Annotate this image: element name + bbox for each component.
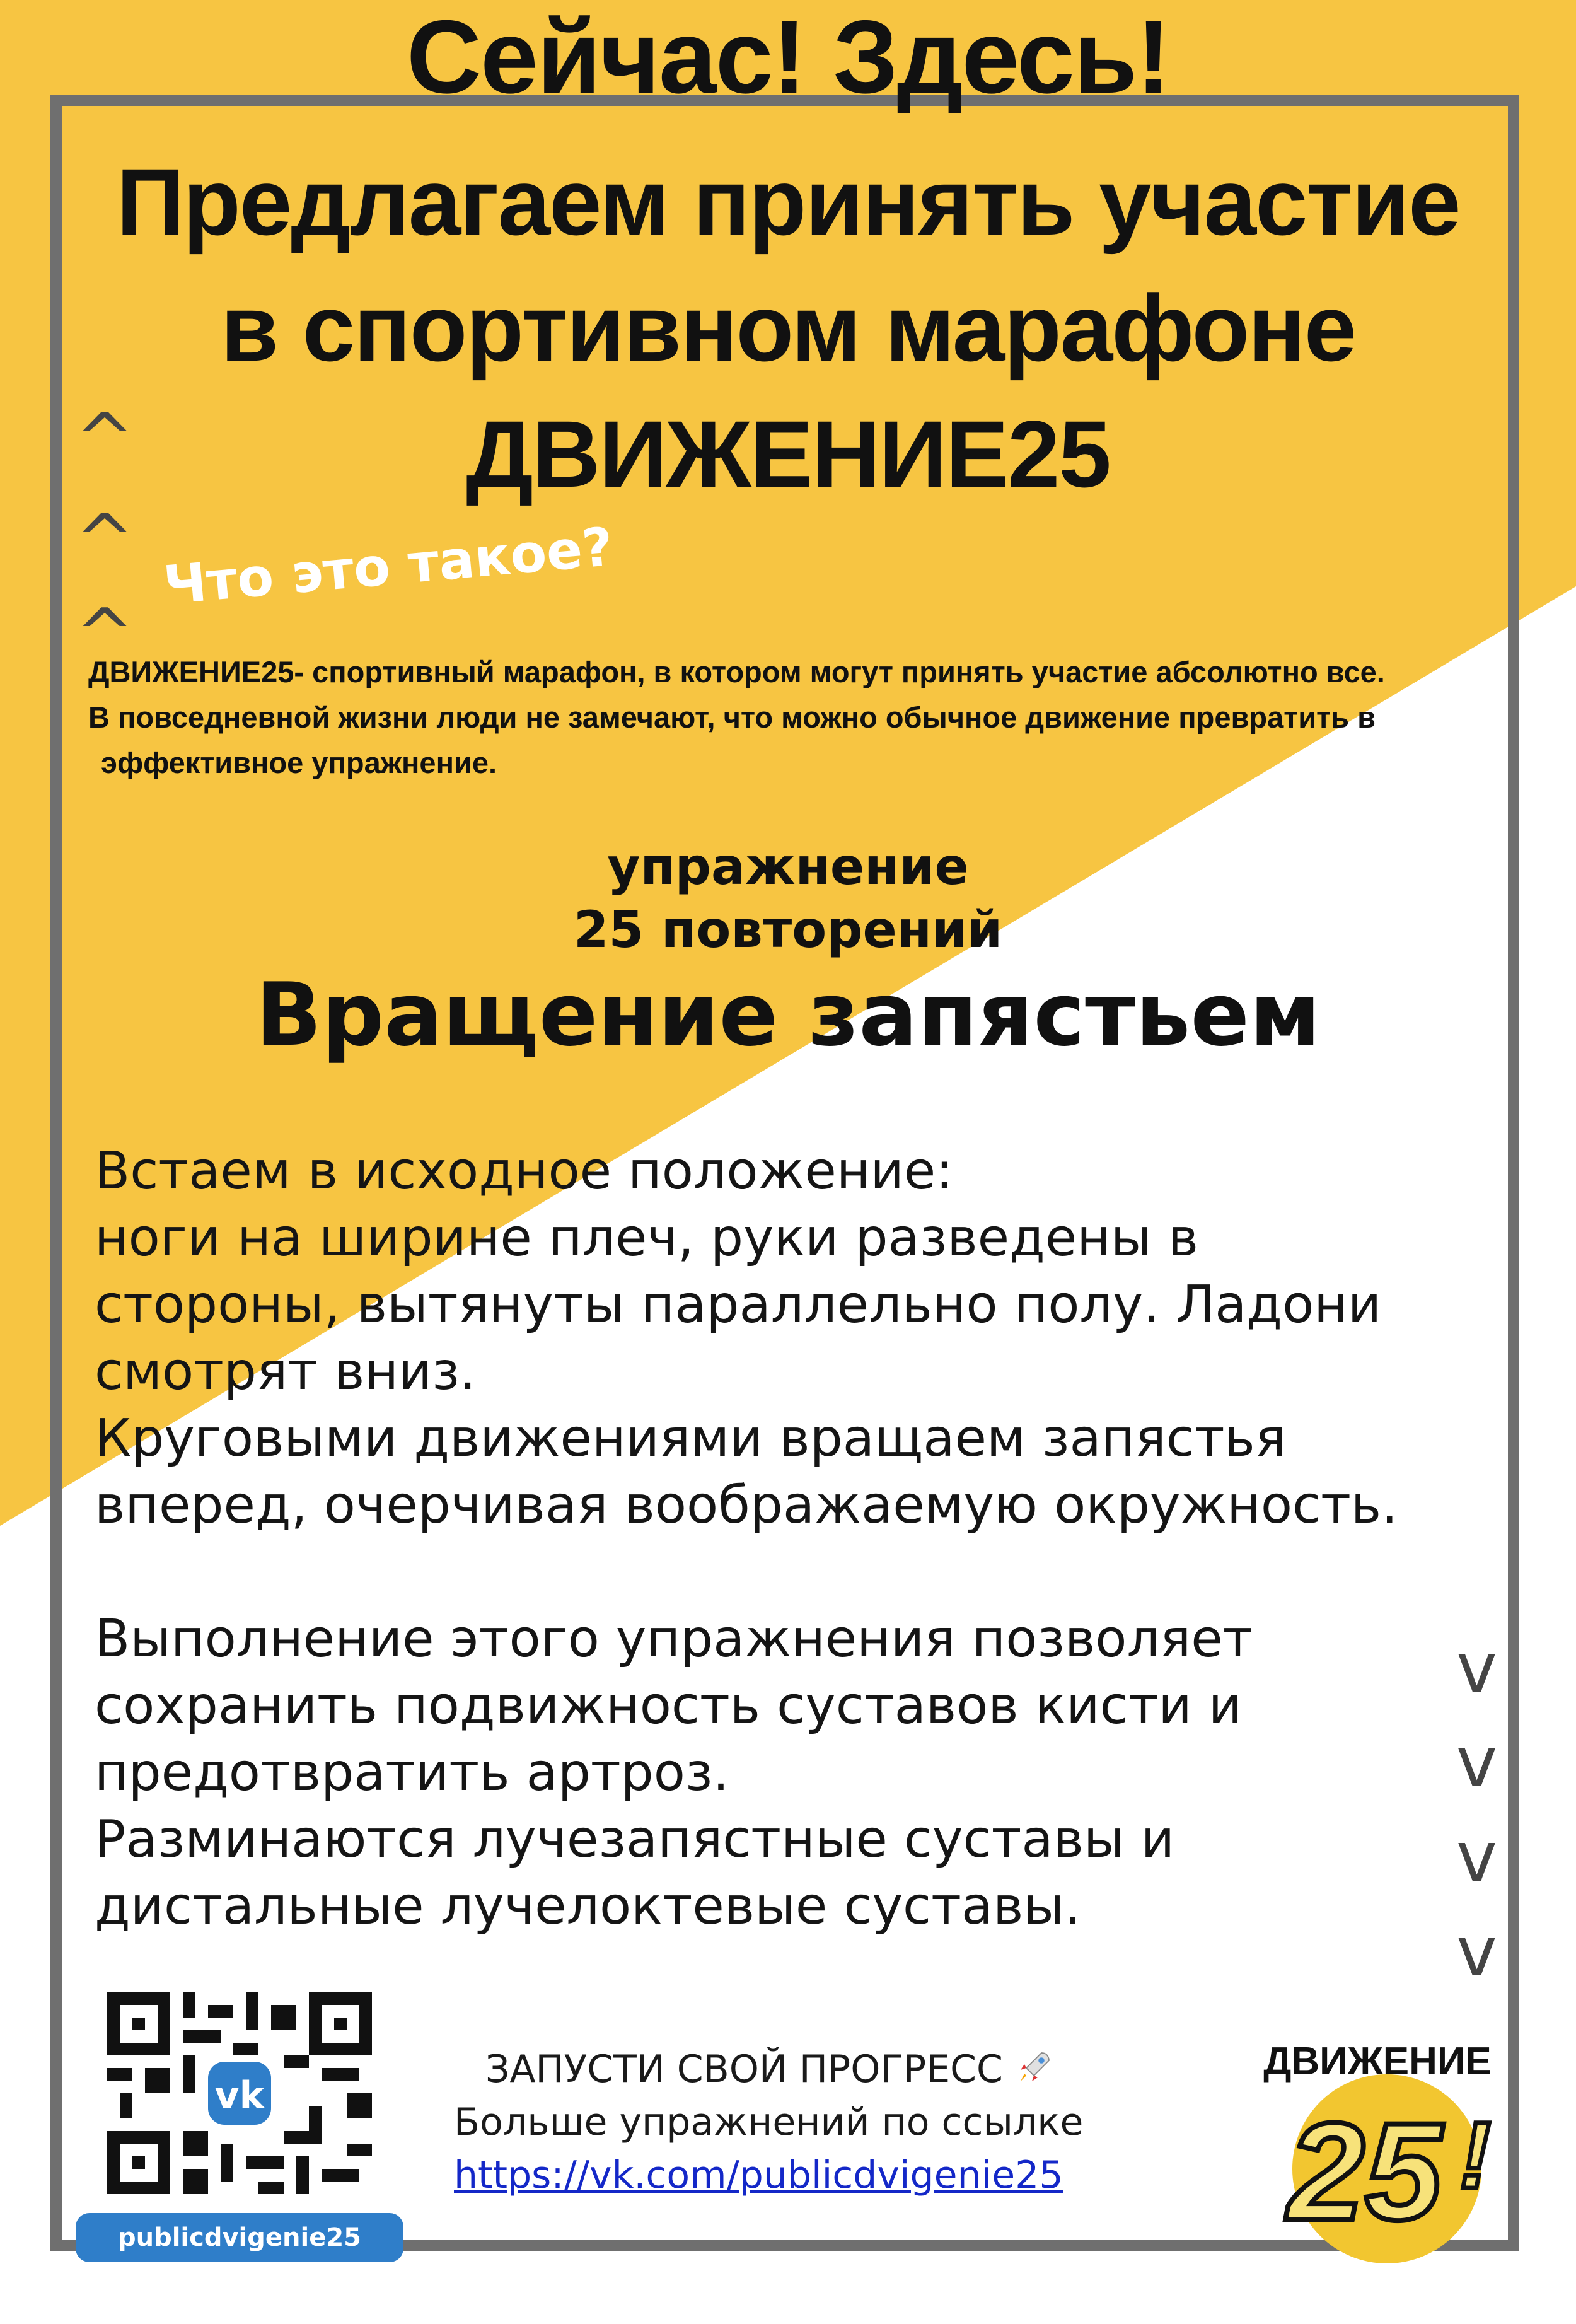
exercise-label: упражнение xyxy=(607,837,969,896)
desc-line: вперед, очерчивая воображаемую окружность. xyxy=(95,1475,1398,1535)
vk-link[interactable]: https://vk.com/publicdvigenie25 xyxy=(454,2153,1063,2197)
desc-line: Выполнение этого упражнения позволяет xyxy=(95,1609,1253,1669)
cta-line xyxy=(454,2043,1210,2096)
desc-line: дистальные лучелоктевые суставы. xyxy=(95,1876,1081,1936)
rocket-icon xyxy=(1015,2049,1053,2087)
desc-line: смотрят вниз. xyxy=(95,1342,476,1402)
desc-line: предотвратить артроз. xyxy=(95,1743,729,1803)
headline-line-3: ДВИЖЕНИЕ25 xyxy=(466,401,1110,507)
chevron-down-icon: v xyxy=(1456,1816,1498,1897)
desc-line: ноги на ширине плеч, руки разведены в xyxy=(95,1208,1199,1268)
desc-line: Разминаются лучезапястные суставы и xyxy=(95,1810,1175,1869)
exercise-description xyxy=(95,1138,1500,1940)
dvizhenie25-logo xyxy=(1242,2011,1513,2263)
headline-invitation xyxy=(63,139,1513,517)
headline-line-1: Предлагаем принять участие xyxy=(116,149,1460,255)
desc-line: Встаем в исходное положение: xyxy=(95,1141,953,1201)
intro-line-1: ДВИЖЕНИЕ25- спортивный марафон, в котором могут принять участие абсолютно все. xyxy=(88,655,1385,688)
chevron-up-icon: ^ xyxy=(76,499,134,579)
paragraph-gap xyxy=(95,1539,1500,1606)
exercise-reps: 25 повторений xyxy=(573,900,1003,959)
headline-line-2: в спортивном марафоне xyxy=(220,275,1356,381)
qr-caption-badge[interactable]: publicdvigenie25 xyxy=(76,2213,403,2262)
intro-line-2: В повседневной жизни люди не замечают, что можно обычное движение превратить в xyxy=(88,700,1376,734)
chevron-down-icon: v xyxy=(1456,1911,1498,1992)
exercise-title: Вращение запястьем xyxy=(255,964,1321,1066)
more-exercises-text: Больше упражнений по ссылке xyxy=(454,2100,1084,2144)
qr-code-graphic xyxy=(107,1992,372,2194)
what-is-it-heading: Что это такое? xyxy=(161,515,616,617)
desc-line: сохранить подвижность суставов кисти и xyxy=(95,1676,1243,1736)
headline-now-here: Сейчас! Здесь! xyxy=(406,0,1170,115)
logo-exclamation: ! xyxy=(1459,2102,1491,2208)
qr-code[interactable] xyxy=(107,1992,372,2197)
desc-line: Круговыми движениями вращаем запястья xyxy=(95,1409,1287,1468)
chevron-down-icon: v xyxy=(1456,1627,1498,1708)
cta-text: ЗАПУСТИ СВОЙ ПРОГРЕСС xyxy=(485,2047,1003,2091)
logo-word: ДВИЖЕНИЕ xyxy=(1263,2040,1492,2083)
logo-number: 25 xyxy=(1287,2094,1442,2249)
intro-text xyxy=(88,649,1500,786)
footer-info xyxy=(454,2043,1210,2202)
chevron-down-icon: v xyxy=(1456,1722,1498,1803)
desc-line: стороны, вытянуты параллельно полу. Ладони xyxy=(95,1275,1382,1335)
chevron-up-icon: ^ xyxy=(76,593,134,674)
vk-icon: vk xyxy=(214,2074,265,2118)
intro-line-3: эффективное упражнение. xyxy=(101,746,497,779)
chevron-up-icon: ^ xyxy=(76,398,134,479)
